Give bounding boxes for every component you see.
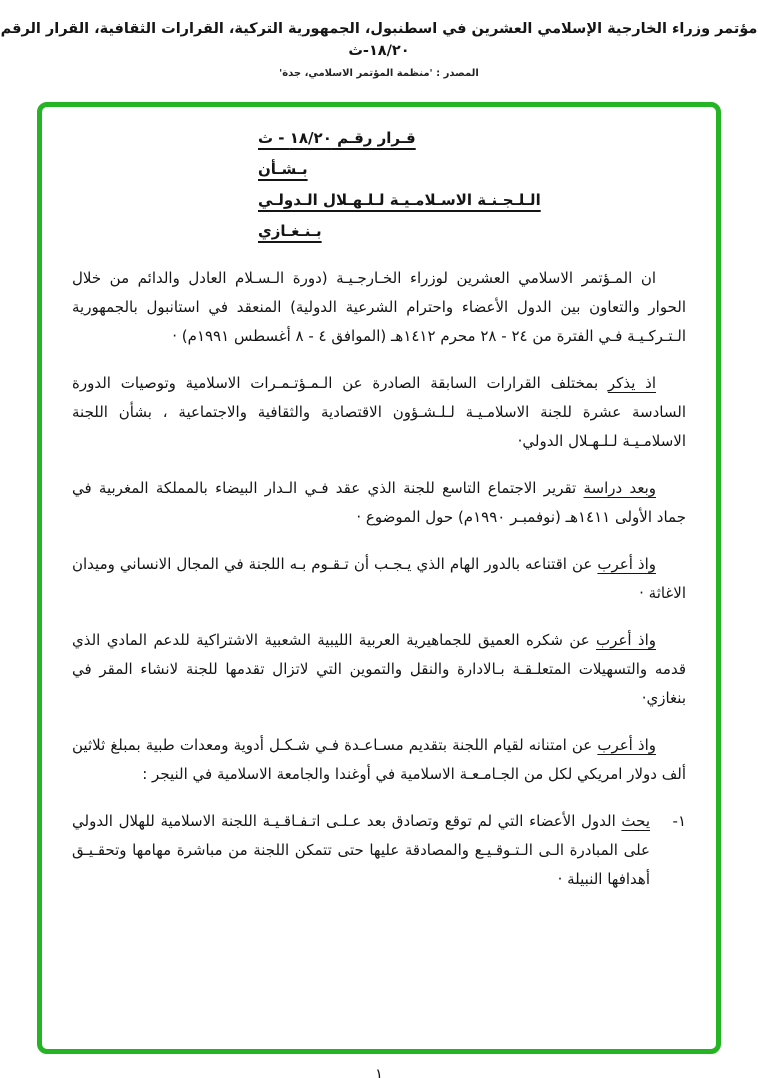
resolution-title-line-2 xyxy=(258,158,686,180)
paragraph-4-lead: واذ أعرب xyxy=(597,555,656,573)
source-line: المصدر : 'منظمة المؤتمر الاسلامي، جدة' xyxy=(279,68,479,79)
paragraph-3 xyxy=(72,474,686,532)
paragraph-4 xyxy=(72,550,686,608)
resolution-title-line-4 xyxy=(258,220,686,242)
paragraph-6-text: عن امتنانه لقيام اللجنة بتقديم مسـاعـدة فـي شـكـل أدوية ومعدات طبية بمبلغ ثلاثين ألف دولار امريكي لكل من الجـامـعـة الاسلامية في أوغندا والجامعة الاسلامية في النيجر : xyxy=(72,736,686,783)
resolution-subject: الـلـجـنـة الاسـلامـيـة لـلـهـلال الـدولـي xyxy=(258,191,541,209)
paragraph-3-lead: وبعد دراسة xyxy=(583,479,656,497)
resolution-location: بـنـغـازي xyxy=(258,222,322,240)
paragraph-3-text: تقرير الاجتماع التاسع للجنة الذي عقد فـي الـدار البيضاء بالمملكة المغربية في جماد الأولى ١٤١١هـ (نوفمبـر ١٩٩٠م) حول الموضوع · xyxy=(72,479,686,526)
item-number: ١- xyxy=(672,812,686,830)
paragraph-1 xyxy=(72,264,686,351)
paragraph-1-text: ان المـؤتمر الاسلامي العشرين لوزراء الخـارجـيـة (دورة الـسـلام العادل والدائم من خلال الحوار والتعاون بين الدول الأعضاء واحترام الشرعية الدولية) المنعقد في استانبول بالجمهورية الـتـركـيـة فـي الفترة من ٢٤ - ٢٨ محرم ١٤١٢هـ (الموافق ٤ - ٨ أغسطس ١٩٩١م) · xyxy=(72,269,686,345)
paragraph-2-lead: اذ يذكر xyxy=(607,374,656,392)
resolution-title-line-3 xyxy=(258,189,686,211)
resolution-regarding: بـشـأن xyxy=(258,160,308,178)
paragraph-5 xyxy=(72,626,686,713)
paragraph-4-text: عن اقتناعه بالدور الهام الذي يـجـب أن تـقـوم بـه اللجنة في المجال الانساني وميدان الاغاثة · xyxy=(72,555,686,602)
resolution-item-1 xyxy=(72,807,686,894)
document-header-title: مؤتمر وزراء الخارجية الإسلامي العشرين في اسطنبول، الجمهورية التركية، القرارات الثقافية، القرار الرقم ١٨/٢٠-ث xyxy=(0,21,758,59)
item-lead: يحث xyxy=(621,812,650,830)
resolution-box xyxy=(37,102,721,1054)
paragraph-5-lead: واذ أعرب xyxy=(596,631,656,649)
resolution-title-block xyxy=(72,127,686,242)
paragraph-2 xyxy=(72,369,686,456)
paragraph-6-lead: واذ أعرب xyxy=(597,736,657,754)
resolution-number: قـرار رقـم ١٨/٢٠ - ث xyxy=(258,129,416,147)
item-text xyxy=(72,807,650,894)
paragraph-6 xyxy=(72,731,686,789)
resolution-title-line-1 xyxy=(258,127,686,149)
page-number: ١ xyxy=(374,1065,384,1078)
item-body: الدول الأعضاء التي لم توقع وتصادق بعد عـلـى اتـفـاقـيـة اللجنة الاسلامية للهلال الدولي على المبادرة الـى الـتـوقـيـع والمصادقة عليها حتى تتمكن اللجنة من مباشرة مهامها وتحقـيـق أهدافها النبيلة · xyxy=(72,812,650,888)
paragraph-5-text: عن شكره العميق للجماهيرية العربية الليبية الشعبية الاشتراكية للدعم المادي الذي قدمه والتسهيلات المتعلـقـة بـالادارة والنقل والتموين التي لاتزال تقدمها للجنة لانشاء المقر في بنغازي· xyxy=(72,631,686,707)
paragraph-2-text: بمختلف القرارات السابقة الصادرة عن الـمـؤتـمـرات الاسلامية وتوصيات الدورة السادسة عشرة للجنة الاسلامـيـة لـلـشـؤون الاقتصادية والثقافية والاجتماعية ، بشأن اللجنة الاسلامـيـة لـلـهـلال الدولي· xyxy=(72,374,686,450)
